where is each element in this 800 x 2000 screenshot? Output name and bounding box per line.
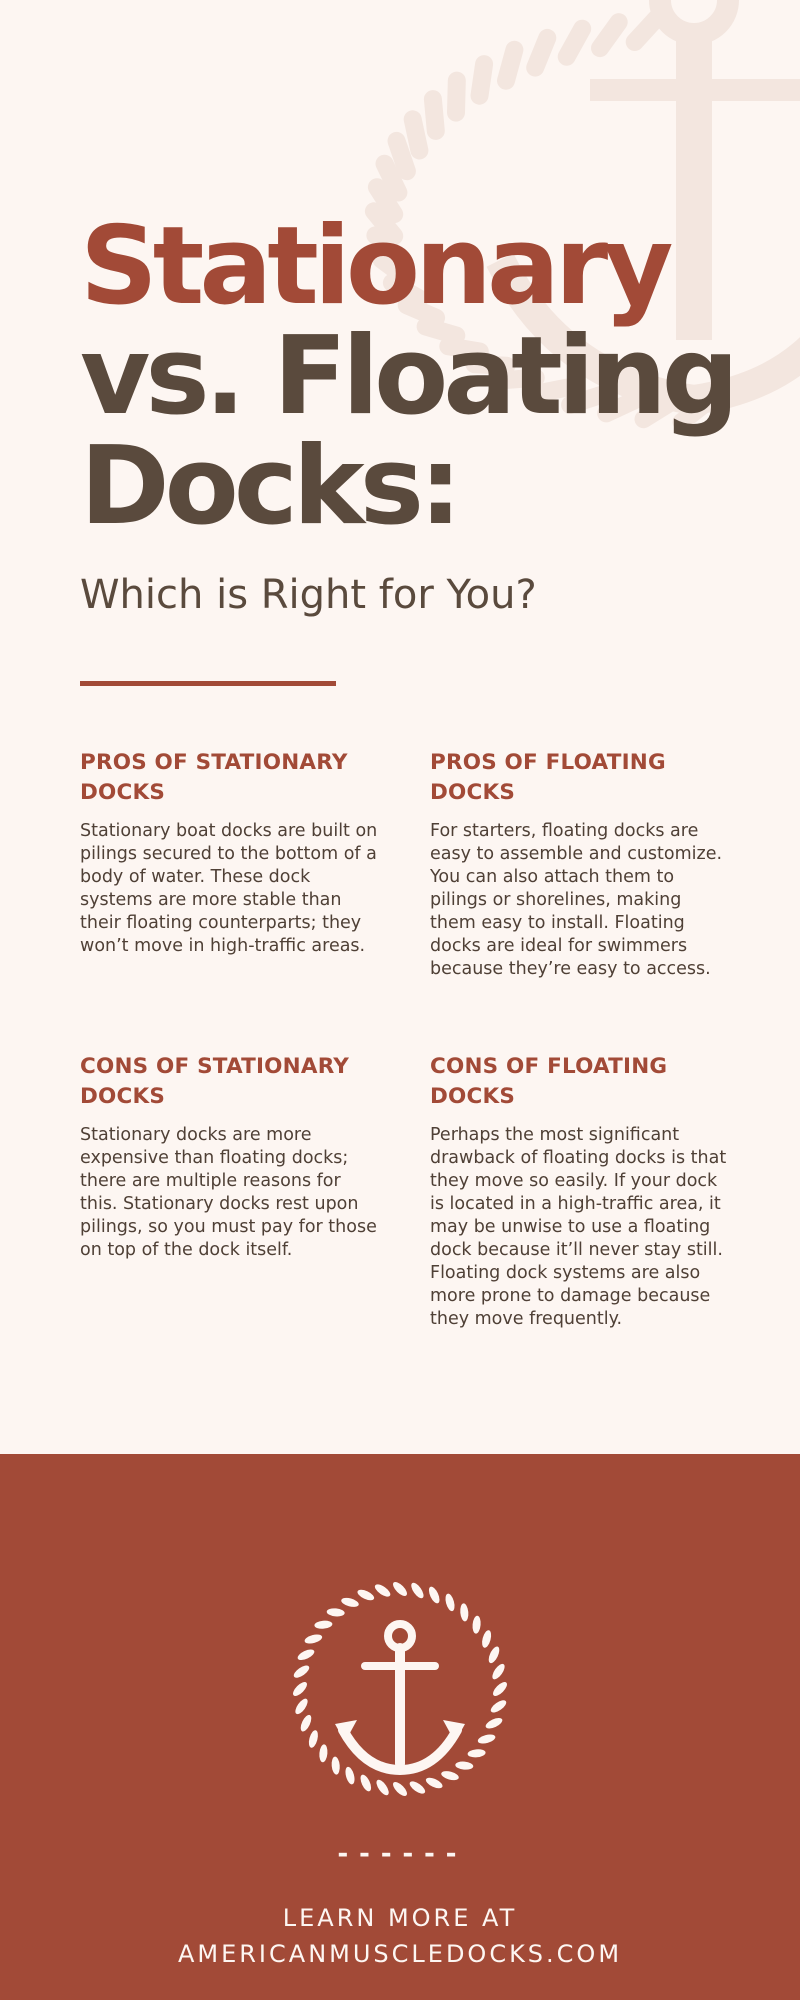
- rope-segment: [373, 1582, 392, 1599]
- footer: [0, 1454, 800, 2000]
- rope-segment: [600, 22, 619, 48]
- rope-segment: [491, 1680, 509, 1698]
- rope-segment: [413, 119, 420, 150]
- rope-segment: [344, 1766, 356, 1785]
- rope-segment: [444, 1593, 456, 1612]
- rope-segment: [299, 1713, 314, 1733]
- title-line-2: vs. Floating: [80, 314, 735, 439]
- rope-segment: [291, 1680, 309, 1698]
- rope-segment: [506, 50, 514, 81]
- rope-segment: [296, 1647, 316, 1662]
- rope-segment: [480, 1629, 492, 1648]
- footer-cta-line2: AMERICANMUSCLEDOCKS.COM: [177, 1940, 623, 1968]
- rope-segment: [433, 99, 436, 131]
- rope-segment: [307, 1729, 319, 1748]
- rope-segment: [292, 1663, 311, 1680]
- cons-stationary-section: [80, 1052, 380, 1262]
- rope-segment: [304, 1633, 323, 1645]
- rope-segment: [293, 1697, 310, 1716]
- title-line-3: Docks:: [80, 424, 458, 549]
- rope-segment: [487, 1645, 502, 1665]
- cons-floating-section: [430, 1052, 730, 1331]
- rope-segment: [397, 141, 407, 171]
- rope-segment: [635, 18, 657, 42]
- title-line-1: Stationary: [80, 204, 669, 329]
- rope-segment: [319, 1744, 329, 1763]
- rope-segment: [460, 1603, 470, 1622]
- rope-segment: [456, 81, 457, 113]
- rope-segment: [440, 1769, 459, 1781]
- rope-segment: [567, 29, 583, 57]
- rope-segment: [409, 1581, 426, 1600]
- pros-floating-body: For starters, floating docks are easy to assemble and customize. You can also attach them to pilings or shorelines, making them easy to install. Floating docks are ideal for swimmers because they’re easy to access.: [430, 821, 723, 979]
- rope-segment: [490, 1662, 507, 1681]
- rope-segment: [472, 1615, 482, 1634]
- rope-segment: [374, 1778, 391, 1797]
- rope-segment: [331, 1756, 341, 1775]
- pros-stationary-section: [80, 748, 380, 958]
- pros-floating-section: [430, 748, 730, 981]
- rope-segment: [467, 1749, 486, 1759]
- rope-segment: [340, 1596, 359, 1608]
- rope-segment: [480, 64, 485, 96]
- rope-segment: [358, 1773, 373, 1793]
- pros-floating-heading: PROS OF FLOATING DOCKS: [430, 750, 666, 805]
- title-block: [80, 204, 760, 549]
- pros-stationary-heading: PROS OF STATIONARY DOCKS: [80, 750, 348, 805]
- pros-stationary-body: Stationary boat docks are built on pilings secured to the bottom of a body of water. These dock systems are more stable than their floating counterparts; they won’t move in high-traffic areas.: [80, 821, 378, 956]
- cons-stationary-body: Stationary docks are more expensive than floating docks; there are multiple reasons for this. Stationary docks rest upon pilings, so you must pay for those on top of the dock itself.: [80, 1125, 377, 1260]
- rope-segment: [484, 1716, 504, 1731]
- rope-segment: [356, 1588, 376, 1603]
- rope-segment: [455, 1761, 474, 1771]
- divider: [80, 681, 336, 686]
- rope-segment: [408, 1779, 427, 1796]
- cons-floating-body: Perhaps the most significant drawback of floating docks is that they move so easily. If your dock is located in a high-traffic area, it may be unwise to use a floating dock because it’ll never stay still. Floating dock systems are also more prone to damage because they move frequently.: [430, 1125, 727, 1329]
- rope-segment: [391, 1580, 409, 1598]
- footer-dashes: ------: [335, 1839, 465, 1869]
- footer-cta: [0, 1900, 800, 1972]
- cons-stationary-heading: CONS OF STATIONARY DOCKS: [80, 1054, 350, 1109]
- rope-segment: [477, 1733, 496, 1745]
- subtitle: Which is Right for You?: [80, 572, 537, 618]
- rope-segment: [427, 1585, 442, 1605]
- rope-segment: [326, 1608, 345, 1618]
- rope-segment: [424, 1776, 444, 1791]
- anchor-emblem-icon: [285, 1574, 515, 1804]
- rope-segment: [314, 1620, 333, 1630]
- footer-cta-line1: LEARN MORE AT: [282, 1904, 518, 1932]
- rope-segment: [535, 38, 547, 68]
- cons-floating-heading: CONS OF FLOATING DOCKS: [430, 1054, 668, 1109]
- rope-segment: [391, 1780, 409, 1798]
- rope-segment: [489, 1698, 508, 1715]
